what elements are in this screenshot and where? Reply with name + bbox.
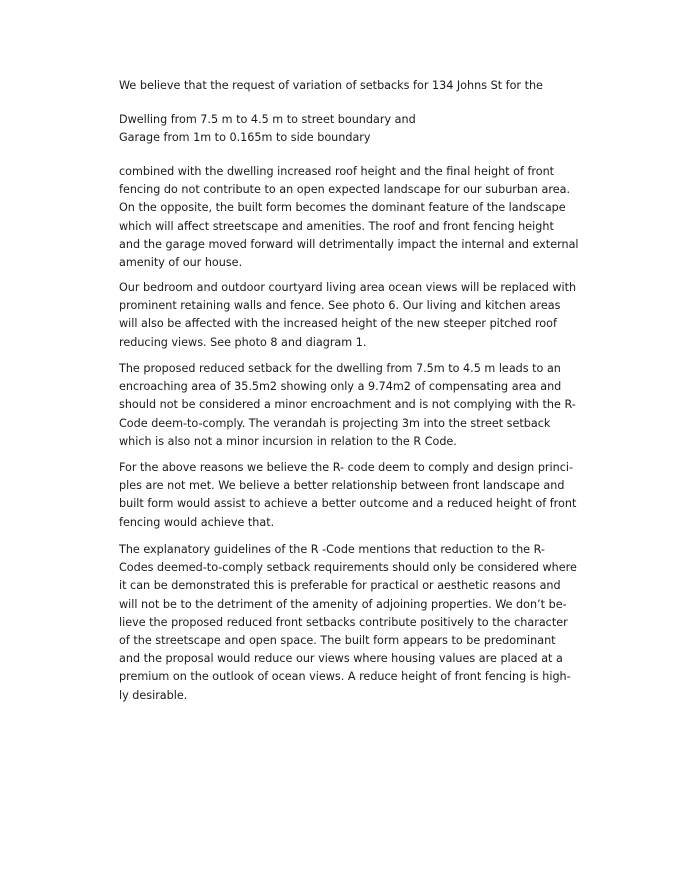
text-line: Code deem-to-comply. The verandah is projecting 3m into the street setback <box>119 416 551 430</box>
text-line: will not be to the detriment of the amenity of adjoining properties. We don’t be- <box>119 597 567 611</box>
text-line: reducing views. See photo 8 and diagram 1. <box>119 335 367 349</box>
text-line: The proposed reduced setback for the dwelling from 7.5m to 4.5 m leads to an <box>119 362 561 375</box>
text-line: it can be demonstrated this is preferable for practical or aesthetic reasons and <box>119 579 561 593</box>
text-line: encroaching area of 35.5m2 showing only a 9.74m2 of compensating area and <box>119 380 562 394</box>
text-line: Garage from 1m to 0.165m to side boundary <box>119 131 371 145</box>
text-line: fencing do not contribute to an open expected landscape for our suburban area. <box>119 183 571 197</box>
paragraph-reasons <box>119 459 577 532</box>
text-line: amenity of our house. <box>119 256 243 270</box>
text-line: prominent retaining walls and fence. See photo 6. Our living and kitchen areas <box>119 299 561 313</box>
text-line: Codes deemed-to-comply setback requirements should only be considered where <box>119 561 577 575</box>
text-line: and the proposal would reduce our views where housing values are placed at a <box>119 652 563 666</box>
text-line: should not be considered a minor encroachment and is not complying with the R- <box>119 398 576 412</box>
text-line: built form would assist to achieve a better outcome and a reduced height of front <box>119 497 577 511</box>
paragraph-intro <box>119 77 569 95</box>
paragraph-roof-height <box>119 163 579 272</box>
text-line: of the streetscape and open space. The built form appears to be predominant <box>119 634 556 648</box>
text-line: premium on the outlook of ocean views. A reduce height of front fencing is high- <box>119 670 571 684</box>
text-line: lieve the proposed reduced front setbacks contribute positively to the character <box>119 615 568 629</box>
text-line: fencing would achieve that. <box>119 515 275 529</box>
paragraph-setback <box>119 360 576 451</box>
paragraph-variations <box>119 111 569 147</box>
text-line: combined with the dwelling increased roof height and the final height of front <box>119 165 555 178</box>
text-line: ples are not met. We believe a better relationship between front landscape and <box>119 479 565 493</box>
text-line: We believe that the request of variation of setbacks for 134 Johns St for the <box>119 79 543 92</box>
text-line: will also be affected with the increased height of the new steeper pitched roof <box>119 317 557 331</box>
text-line: For the above reasons we believe the R- code deem to comply and design princi- <box>119 461 574 474</box>
text-line: which will affect streetscape and amenities. The roof and front fencing height <box>119 219 554 233</box>
text-line: Our bedroom and outdoor courtyard living area ocean views will be replaced with <box>119 281 577 294</box>
text-line: The explanatory guidelines of the R -Code mentions that reduction to the R- <box>119 543 545 556</box>
text-line: Dwelling from 7.5 m to 4.5 m to street boundary and <box>119 113 416 126</box>
text-line: On the opposite, the built form becomes the dominant feature of the landscape <box>119 201 566 215</box>
text-line: ly desirable. <box>119 688 188 702</box>
paragraph-guidelines <box>119 541 577 705</box>
paragraph-views <box>119 279 577 352</box>
text-line: which is also not a minor incursion in relation to the R Code. <box>119 434 457 448</box>
text-line: and the garage moved forward will detrimentally impact the internal and external <box>119 237 579 251</box>
